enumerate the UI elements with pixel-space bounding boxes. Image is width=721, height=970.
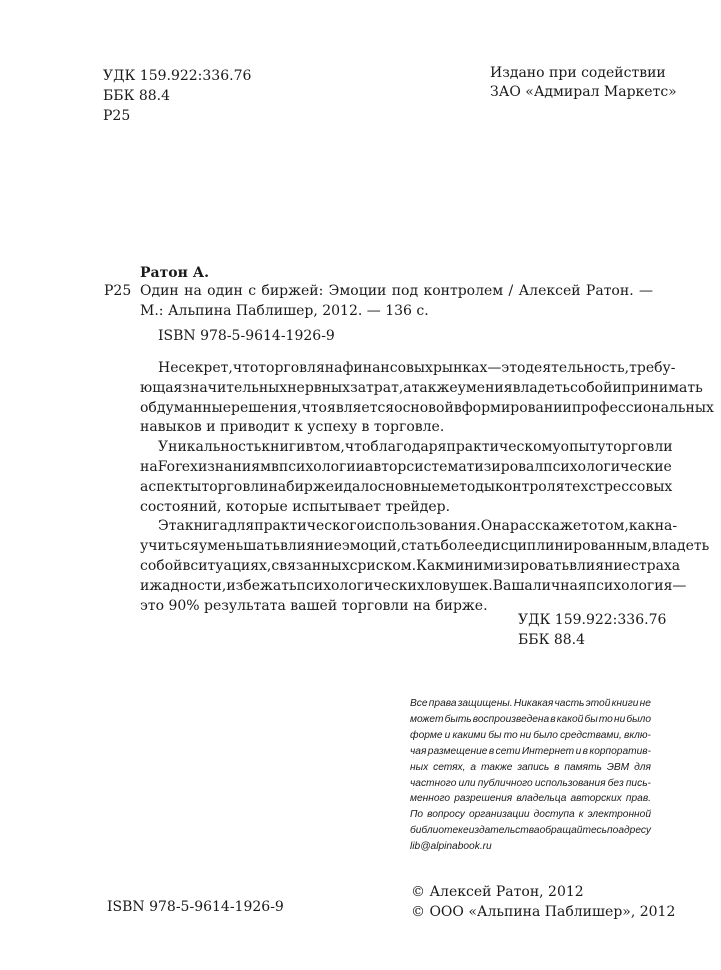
word: ни <box>519 729 532 741</box>
isbn-bottom: ISBN 978-5-9614-1926-9 <box>107 899 284 915</box>
publisher-note-line: ЗАО «Адмирал Маркетс» <box>490 84 677 100</box>
rights-line <box>410 712 651 728</box>
word: основные <box>369 478 440 495</box>
word: избежать <box>226 577 297 594</box>
last-line: состояний, которые испытывает трейдер. <box>140 498 451 515</box>
word: использования. <box>365 518 481 535</box>
word: запись <box>517 761 550 773</box>
word: в <box>270 458 279 475</box>
rights-line <box>410 760 651 776</box>
word: рынках <box>432 360 488 376</box>
word: размещение <box>427 745 488 757</box>
word: систематизировал <box>406 458 544 475</box>
word: и <box>334 478 344 495</box>
bottom-right-codes <box>518 610 666 650</box>
catalog-code: Р25 <box>104 283 132 299</box>
catalog-isbn: ISBN 978-5-9614-1926-9 <box>158 328 335 344</box>
publisher-note <box>490 64 677 102</box>
word: — <box>672 577 687 594</box>
word: и <box>197 458 208 475</box>
word: в <box>453 399 462 416</box>
word: или <box>458 777 476 789</box>
word: публичного <box>477 777 533 789</box>
word: ситуациях, <box>190 557 272 574</box>
word: сетях, <box>433 761 466 773</box>
word: риском. <box>357 557 417 574</box>
word: в <box>488 745 495 757</box>
word: что <box>344 439 371 456</box>
word: память <box>564 761 602 773</box>
word: книга <box>184 518 228 535</box>
word: значительных <box>182 379 288 396</box>
word: на <box>184 283 202 299</box>
word: Forex <box>157 458 198 475</box>
justified-line <box>140 379 703 399</box>
justified-line <box>140 577 687 597</box>
word: воспроизведена <box>472 713 550 725</box>
bbk-code: ББК 88.4 <box>518 632 586 648</box>
justified-line <box>140 478 673 498</box>
word: в <box>305 439 314 456</box>
justified-line <box>140 399 714 419</box>
word: также <box>480 761 513 773</box>
word: психологии <box>278 458 366 475</box>
word: решения, <box>231 399 302 416</box>
word: бирже <box>286 478 335 495</box>
word: по <box>607 825 619 837</box>
word: не <box>639 698 651 709</box>
word: принимать <box>621 379 703 396</box>
word: финансовых <box>342 360 433 376</box>
word: Ратон. <box>585 283 634 299</box>
word: книги <box>611 698 639 709</box>
word: психология <box>586 577 673 594</box>
word: владеть <box>512 379 570 396</box>
word: книги <box>261 439 306 456</box>
last-line: это 90% результата вашей торговли на бирже. <box>140 597 488 614</box>
word: это <box>501 360 526 376</box>
catalog-author: Ратон А. <box>140 265 210 281</box>
word: опыту <box>560 439 606 456</box>
word: то <box>598 713 613 725</box>
word: бы <box>584 713 598 725</box>
word: страха <box>631 557 681 574</box>
word: Как <box>416 557 445 574</box>
word: Эта <box>158 518 185 535</box>
word: средствами, <box>560 729 622 741</box>
rights-line <box>410 728 651 744</box>
word: на <box>268 478 287 495</box>
annotation <box>140 359 714 616</box>
word: адресу <box>618 825 651 837</box>
word: Не <box>158 360 179 376</box>
annotation-paragraph <box>140 517 710 616</box>
word: обращайтесь <box>539 825 607 837</box>
word: Один <box>140 283 179 299</box>
word: а <box>403 379 412 396</box>
word: уменьшать <box>198 538 280 555</box>
word: контроля <box>495 478 565 495</box>
word: владельца <box>516 793 567 805</box>
justified-line <box>140 537 710 557</box>
word: издательства <box>468 825 540 837</box>
word: Все <box>410 698 428 709</box>
rights-line <box>410 791 651 807</box>
word: практическому <box>446 439 561 456</box>
word: пись- <box>625 777 651 789</box>
bbk-code: ББК 88.4 <box>103 88 171 104</box>
word: под <box>391 283 419 299</box>
word: организации <box>468 809 530 821</box>
word: а <box>470 761 477 773</box>
word: собой <box>569 379 613 396</box>
word: учиться <box>140 538 199 555</box>
word: Эмоции <box>328 283 387 299</box>
word: менного <box>410 793 451 805</box>
justified-line <box>140 359 676 379</box>
word: также <box>411 379 458 396</box>
copyright <box>411 882 675 922</box>
word: автор <box>365 458 407 475</box>
word: торговли <box>201 478 269 495</box>
word: для <box>227 518 255 535</box>
rights-line <box>410 744 651 760</box>
word: профессиональных <box>571 399 714 416</box>
copyright-line: © ООО «Альпина Паблишер», 2012 <box>411 904 676 920</box>
udk-code: УДК 159.922:336.76 <box>103 68 252 84</box>
word: По <box>410 809 424 821</box>
word: благодаря <box>370 439 447 456</box>
word: стать <box>401 538 441 555</box>
word: этой <box>585 698 611 709</box>
word: было <box>533 729 558 741</box>
catalog-title <box>140 281 653 321</box>
catalog-title-line <box>140 281 653 301</box>
word: один <box>207 283 243 299</box>
word: собой <box>140 557 183 574</box>
word: психологических <box>296 577 425 594</box>
word: на <box>324 360 343 376</box>
word: более <box>440 538 483 555</box>
word: для <box>634 761 651 773</box>
word: на <box>140 458 158 475</box>
word: связанных <box>271 557 350 574</box>
word: / <box>508 283 514 299</box>
word: к <box>578 809 584 821</box>
word: в <box>550 713 556 725</box>
word: часть <box>554 698 585 709</box>
annotation-paragraph <box>140 438 673 517</box>
word: нервных <box>287 379 351 396</box>
word: было <box>626 713 651 725</box>
word: и <box>444 729 451 741</box>
word: секрет, <box>178 360 233 376</box>
word: дисциплинированным, <box>482 538 652 555</box>
word: сети <box>495 745 521 757</box>
word: прав. <box>625 793 651 805</box>
word: в <box>582 745 588 757</box>
word: минимизировать <box>444 557 570 574</box>
word: электронной <box>587 809 651 821</box>
word: без <box>607 777 624 789</box>
justified-line <box>140 458 672 478</box>
word: авторских <box>570 793 622 805</box>
author-mark: Р25 <box>103 108 131 124</box>
word: Интернет <box>521 745 575 757</box>
word: владеть <box>651 538 710 555</box>
word: формировании <box>461 399 572 416</box>
catalog-imprint-line: М.: Альпина Паблишер, 2012. — 136 с. <box>140 303 429 319</box>
word: расскажет <box>509 518 589 535</box>
word: умения <box>457 379 513 396</box>
word: и <box>575 745 582 757</box>
word: психологические <box>543 458 672 475</box>
word: затрат, <box>350 379 404 396</box>
justified-line <box>140 557 681 577</box>
word: как <box>628 518 655 535</box>
word: может <box>410 713 444 725</box>
word: корпоратив- <box>589 745 651 757</box>
word: стрессовых <box>588 478 673 495</box>
word: в <box>554 761 560 773</box>
word: дал <box>343 478 370 495</box>
word: деятельность, <box>525 360 630 376</box>
rights-line <box>410 776 651 792</box>
word: жадности, <box>149 577 227 594</box>
word: с <box>248 283 257 299</box>
word: форме <box>410 729 443 741</box>
word: знаниям <box>207 458 271 475</box>
word: бы <box>488 729 502 741</box>
word: Уникальность <box>158 439 262 456</box>
word: тех <box>564 478 589 495</box>
word: разрешения <box>454 793 513 805</box>
annotation-paragraph <box>140 359 714 438</box>
word: торговли <box>605 439 673 456</box>
word: Ваша <box>492 577 533 594</box>
rights-notice <box>410 696 651 855</box>
word: Алексей <box>518 283 581 299</box>
word: методы <box>439 478 496 495</box>
word: и <box>612 379 622 396</box>
udk-code: УДК 159.922:336.76 <box>518 612 667 628</box>
word: и <box>140 577 150 594</box>
word: является <box>326 399 395 416</box>
rights-line <box>410 807 651 823</box>
word: обдуманные <box>140 399 232 416</box>
word: чая <box>410 745 427 757</box>
word: влияние <box>569 557 632 574</box>
word: вклю- <box>624 729 651 741</box>
word: доступа <box>533 809 575 821</box>
word: требу- <box>629 360 676 376</box>
word: частного <box>410 777 457 789</box>
word: то <box>503 729 518 741</box>
publisher-note-line: Издано при содействии <box>490 65 666 81</box>
word: права <box>428 698 457 709</box>
rights-line <box>410 696 651 712</box>
word: ных <box>410 761 429 773</box>
word: быть <box>444 713 472 725</box>
word: ни <box>613 713 626 725</box>
word: контролем <box>423 283 504 299</box>
word: личная <box>532 577 587 594</box>
word: — <box>487 360 502 376</box>
word: том, <box>313 439 345 456</box>
word: библиотеке <box>410 825 469 837</box>
word: ющая <box>140 379 183 396</box>
top-left-codes <box>103 66 251 126</box>
last-line: навыков и приводит к успеху в торговле. <box>140 419 445 436</box>
word: на- <box>654 518 678 535</box>
word: что <box>232 360 259 376</box>
word: ЭВМ <box>606 761 630 773</box>
word: с <box>349 557 358 574</box>
rights-line <box>410 823 651 839</box>
word: биржей: <box>261 283 324 299</box>
word: какими <box>452 729 487 741</box>
word: защищены. <box>457 698 513 709</box>
word: в <box>182 557 191 574</box>
word: аспекты <box>140 478 202 495</box>
word: о <box>588 518 598 535</box>
word: что <box>301 399 327 416</box>
word: эмоций, <box>341 538 402 555</box>
word: торговля <box>258 360 325 376</box>
word: Она <box>480 518 510 535</box>
word: практического <box>254 518 366 535</box>
word: влияние <box>279 538 342 555</box>
word: том, <box>597 518 629 535</box>
word: ловушек. <box>424 577 493 594</box>
word: основой <box>394 399 454 416</box>
copyright-line: © Алексей Ратон, 2012 <box>411 884 584 900</box>
word: использования <box>534 777 606 789</box>
justified-line <box>140 517 678 537</box>
word: вопросу <box>427 809 465 821</box>
rights-email: lib@alpinabook.ru <box>410 841 492 853</box>
word: — <box>639 283 653 299</box>
word: Никакая <box>513 698 554 709</box>
word: какой <box>556 713 584 725</box>
justified-line <box>140 438 673 458</box>
